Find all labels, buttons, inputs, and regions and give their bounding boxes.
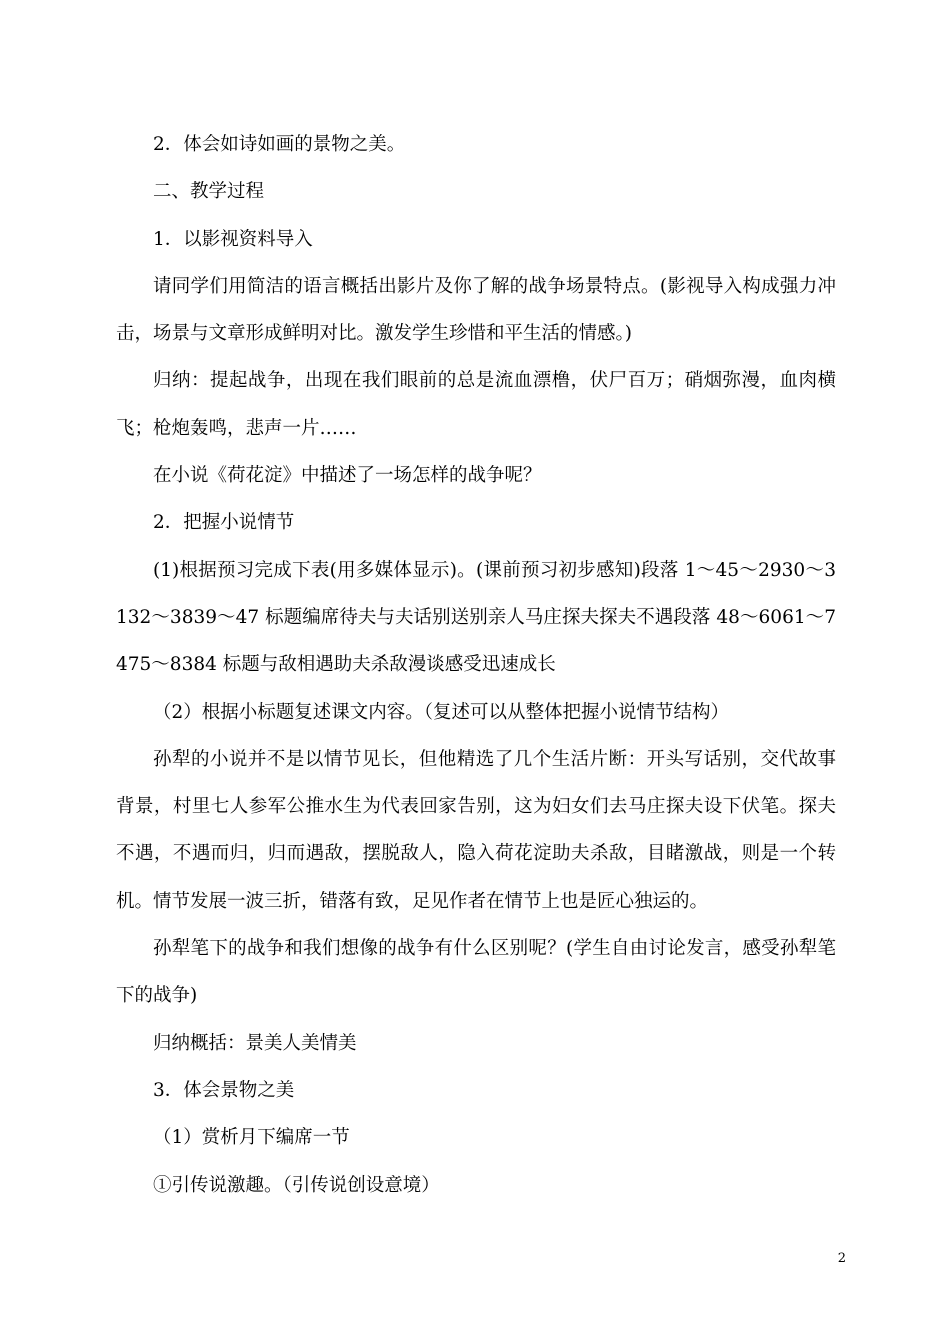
paragraph-conclusion: 归纳概括：景美人美情美	[153, 1032, 357, 1054]
step-heading-2: 2．把握小说情节	[153, 512, 295, 534]
page-number: 2	[837, 1251, 846, 1266]
paragraph-film-intro: 请同学们用简洁的语言概括出影片及你了解的战争场景特点。(影视导入构成强力冲击，场景与文章形成鲜明对比。激发学生珍惜和平生活的情感。)	[116, 275, 836, 345]
paragraph-plot-analysis: 孙犁的小说并不是以情节见长，但他精选了几个生活片断：开头写话别，交代故事背景，村里七人参军公推水生为代表回家告别，这为妇女们去马庄探夫设下伏笔。探夫不遇，不遇而归，归而遇敌，摆脱敌人，隐入荷花淀助夫杀敌，目睹激战，则是一个转机。情节发展一波三折，错落有致，足见作者在情节上也是匠心独运的。	[116, 748, 836, 912]
objective-item-2: 2．体会如诗如画的景物之美。	[153, 134, 406, 155]
step-heading-1: 1．以影视资料导入	[153, 228, 313, 250]
paragraph-retell: （2）根据小标题复述课文内容。（复述可以从整体把握小说情节结构）	[153, 701, 730, 723]
paragraph-preview-table: (1)根据预习完成下表(用多媒体显示)。(课前预习初步感知)段落 1～45～2930～3132～3839～47 标题编席待夫与夫话别送别亲人马庄探夫探夫不遇段落 48～6061～7475～8384 标题与敌相遇助夫杀敌漫谈感受迅速成长	[116, 559, 836, 676]
section-heading-teaching-process: 二、教学过程	[153, 181, 265, 203]
list-item-1: ①引传说激趣。（引传说创设意境）	[153, 1174, 440, 1196]
paragraph-question: 在小说《荷花淀》中描述了一场怎样的战争呢？	[153, 465, 542, 487]
paragraph-summary-war: 归纳：提起战争，出现在我们眼前的总是流血漂橹，伏尸百万；硝烟弥漫，血肉横飞；枪炮轰鸣，悲声一片……	[116, 370, 836, 439]
step-heading-3: 3．体会景物之美	[153, 1079, 295, 1101]
paragraph-discussion: 孙犁笔下的战争和我们想像的战争有什么区别呢？(学生自由讨论发言，感受孙犁笔下的战争)	[116, 938, 836, 1007]
document-body	[116, 121, 836, 1209]
sub-heading-1: （1）赏析月下编席一节	[153, 1127, 350, 1149]
